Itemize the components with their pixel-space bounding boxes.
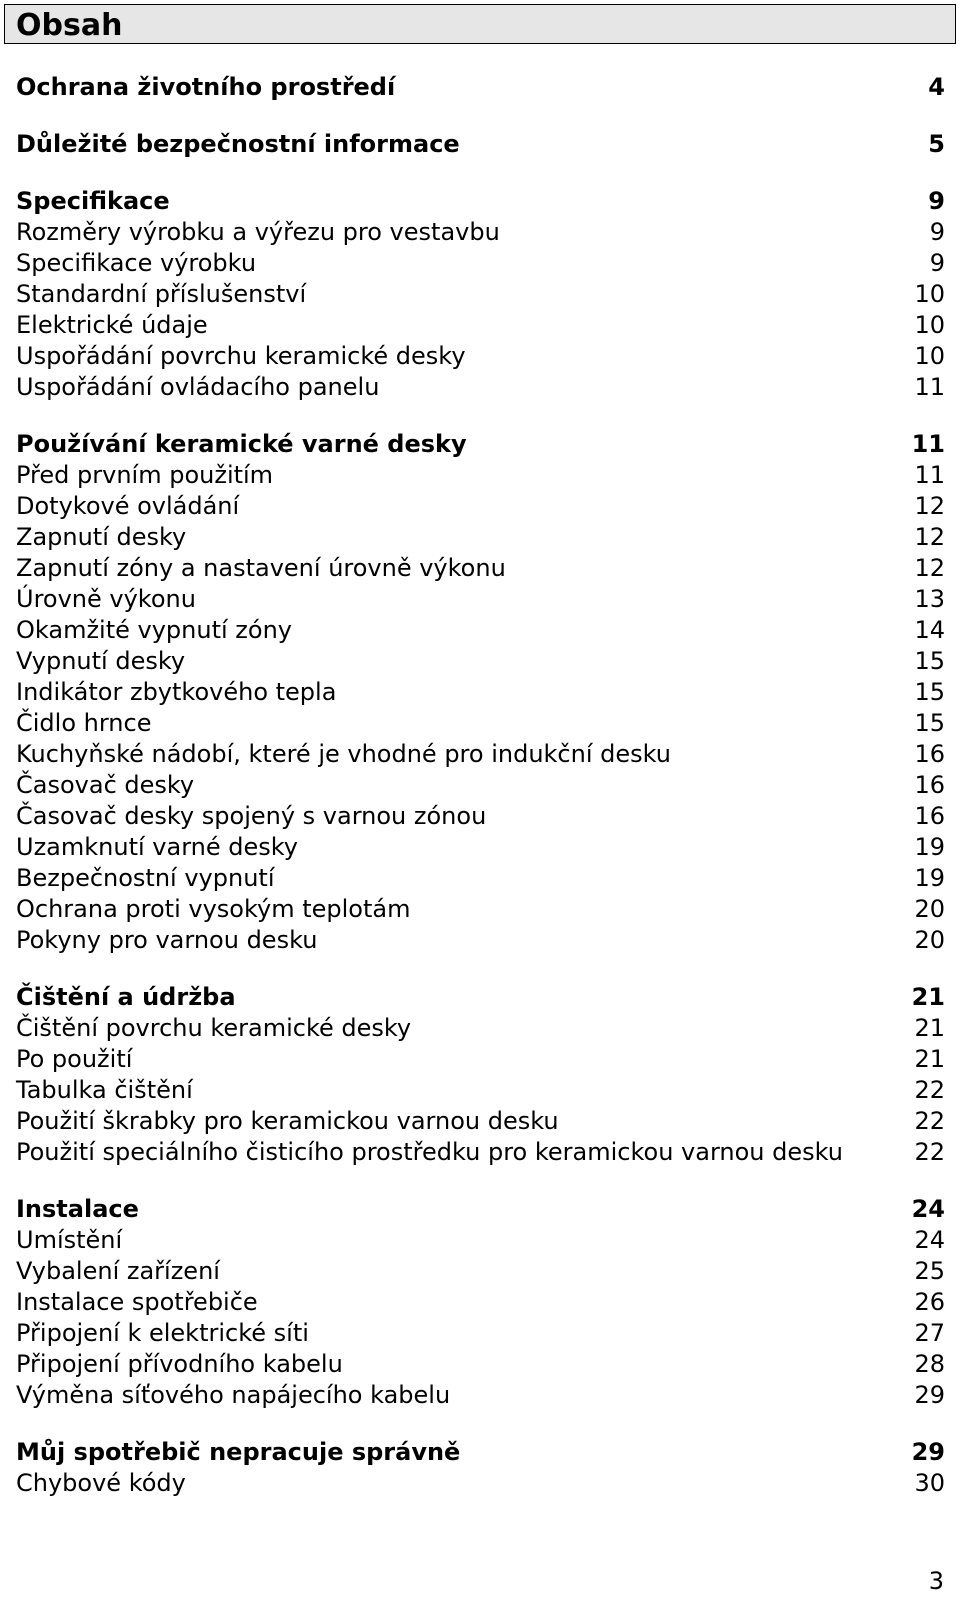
toc-entry[interactable] (16, 248, 945, 279)
toc-entry-page: 14 (914, 616, 945, 644)
toc-entry-title: Výměna síťového napájecího kabelu (16, 1381, 451, 1409)
toc-entry-page: 16 (914, 802, 945, 830)
toc-entry[interactable] (16, 863, 945, 894)
toc-entry-title: Uspořádání povrchu keramické desky (16, 342, 466, 370)
toc-entry-title: Rozměry výrobku a výřezu pro vestavbu (16, 218, 500, 246)
toc-entry[interactable] (16, 1225, 945, 1256)
toc-entry[interactable] (16, 1318, 945, 1349)
page-title: Obsah (16, 8, 123, 43)
toc-heading-title: Můj spotřebič nepracuje správně (16, 1438, 461, 1466)
toc-entry-title: Specifikace výrobku (16, 249, 257, 277)
toc-heading[interactable] (16, 1437, 945, 1468)
toc-entry-title: Čidlo hrnce (16, 709, 152, 737)
toc-entry-page: 30 (914, 1469, 945, 1497)
toc-entry[interactable] (16, 770, 945, 801)
toc-entry-title: Čištění povrchu keramické desky (16, 1014, 412, 1042)
toc-entry-title: Tabulka čištění (16, 1076, 193, 1104)
toc-entry-title: Vypnutí desky (16, 647, 186, 675)
toc-heading-title: Používání keramické varné desky (16, 430, 467, 458)
toc-entry-title: Instalace spotřebiče (16, 1288, 258, 1316)
toc-entry[interactable] (16, 279, 945, 310)
toc-entry-page: 26 (914, 1288, 945, 1316)
toc-entry-page: 16 (914, 740, 945, 768)
toc-entry[interactable] (16, 310, 945, 341)
toc-entry[interactable] (16, 553, 945, 584)
toc-section (16, 982, 945, 1168)
toc-entry-page: 27 (914, 1319, 945, 1347)
toc-entry-title: Umístění (16, 1226, 123, 1254)
page-number: 3 (928, 1567, 944, 1595)
toc-entry-title: Po použití (16, 1045, 133, 1073)
toc-entry[interactable] (16, 708, 945, 739)
toc-heading[interactable] (16, 429, 945, 460)
toc-heading-page: 9 (928, 187, 945, 215)
toc-heading-page: 21 (911, 983, 945, 1011)
toc-entry[interactable] (16, 1380, 945, 1411)
toc-entry-page: 24 (914, 1226, 945, 1254)
toc-entry[interactable] (16, 1013, 945, 1044)
toc-entry[interactable] (16, 522, 945, 553)
toc-entry[interactable] (16, 217, 945, 248)
toc-entry-page: 22 (914, 1107, 945, 1135)
toc-section (16, 72, 945, 103)
toc-heading-page: 29 (911, 1438, 945, 1466)
toc-entry-title: Bezpečnostní vypnutí (16, 864, 275, 892)
toc-entry[interactable] (16, 1075, 945, 1106)
toc-entry-title: Uspořádání ovládacího panelu (16, 373, 380, 401)
toc-entry[interactable] (16, 1106, 945, 1137)
toc-entry-page: 20 (914, 895, 945, 923)
toc-heading-title: Ochrana životního prostředí (16, 73, 396, 101)
toc-heading-page: 5 (928, 130, 945, 158)
toc-section (16, 186, 945, 403)
toc-entry-page: 20 (914, 926, 945, 954)
toc-heading-page: 4 (928, 73, 945, 101)
toc-entry-title: Zapnutí desky (16, 523, 187, 551)
toc-entry[interactable] (16, 832, 945, 863)
toc-entry-page: 28 (914, 1350, 945, 1378)
toc-entry-page: 12 (914, 492, 945, 520)
toc-entry-title: Úrovně výkonu (16, 585, 196, 613)
table-of-contents (16, 72, 945, 1525)
toc-entry-page: 10 (914, 280, 945, 308)
toc-entry-page: 13 (914, 585, 945, 613)
toc-entry-page: 25 (914, 1257, 945, 1285)
toc-entry[interactable] (16, 615, 945, 646)
toc-entry-page: 29 (914, 1381, 945, 1409)
toc-entry-title: Ochrana proti vysokým teplotám (16, 895, 411, 923)
toc-entry[interactable] (16, 1349, 945, 1380)
toc-heading-page: 11 (911, 430, 945, 458)
toc-entry-title: Použití škrabky pro keramickou varnou desku (16, 1107, 559, 1135)
toc-entry-page: 15 (914, 647, 945, 675)
toc-entry[interactable] (16, 1256, 945, 1287)
toc-entry-title: Kuchyňské nádobí, které je vhodné pro indukční desku (16, 740, 672, 768)
toc-entry-title: Před prvním použitím (16, 461, 274, 489)
toc-entry-title: Připojení přívodního kabelu (16, 1350, 343, 1378)
toc-heading[interactable] (16, 186, 945, 217)
toc-entry-page: 21 (914, 1014, 945, 1042)
toc-entry-page: 12 (914, 554, 945, 582)
toc-entry-title: Časovač desky (16, 771, 195, 799)
toc-entry-page: 21 (914, 1045, 945, 1073)
toc-entry-page: 16 (914, 771, 945, 799)
toc-entry-title: Chybové kódy (16, 1469, 186, 1497)
toc-entry-title: Zapnutí zóny a nastavení úrovně výkonu (16, 554, 506, 582)
toc-section (16, 129, 945, 160)
toc-entry-title: Pokyny pro varnou desku (16, 926, 318, 954)
toc-entry[interactable] (16, 1468, 945, 1499)
toc-entry-title: Připojení k elektrické síti (16, 1319, 309, 1347)
toc-heading[interactable] (16, 129, 945, 160)
toc-entry[interactable] (16, 341, 945, 372)
toc-heading-title: Čištění a údržba (16, 983, 236, 1011)
toc-entry-title: Uzamknutí varné desky (16, 833, 298, 861)
toc-entry[interactable] (16, 646, 945, 677)
toc-entry-page: 10 (914, 342, 945, 370)
toc-heading-title: Instalace (16, 1195, 139, 1223)
toc-section (16, 1194, 945, 1411)
toc-entry[interactable] (16, 801, 945, 832)
toc-entry-title: Dotykové ovládání (16, 492, 240, 520)
toc-entry-title: Vybalení zařízení (16, 1257, 220, 1285)
toc-section (16, 1437, 945, 1499)
toc-entry-title: Časovač desky spojený s varnou zónou (16, 802, 487, 830)
toc-entry-page: 9 (929, 249, 945, 277)
toc-entry[interactable] (16, 739, 945, 770)
toc-entry-page: 15 (914, 678, 945, 706)
toc-entry-page: 15 (914, 709, 945, 737)
toc-entry[interactable] (16, 1287, 945, 1318)
toc-entry[interactable] (16, 925, 945, 956)
toc-entry-page: 11 (914, 461, 945, 489)
toc-entry-page: 10 (914, 311, 945, 339)
toc-heading[interactable] (16, 982, 945, 1013)
toc-entry-page: 22 (914, 1138, 945, 1166)
toc-heading[interactable] (16, 72, 945, 103)
toc-entry[interactable] (16, 1044, 945, 1075)
toc-entry-page: 12 (914, 523, 945, 551)
toc-heading-title: Specifikace (16, 187, 170, 215)
toc-entry[interactable] (16, 677, 945, 708)
toc-heading-page: 24 (911, 1195, 945, 1223)
toc-entry-title: Použití speciálního čisticího prostředku pro keramickou varnou desku (16, 1138, 844, 1166)
toc-entry-title: Standardní příslušenství (16, 280, 307, 308)
toc-heading[interactable] (16, 1194, 945, 1225)
toc-entry-title: Indikátor zbytkového tepla (16, 678, 337, 706)
toc-entry[interactable] (16, 491, 945, 522)
toc-entry-page: 9 (929, 218, 945, 246)
toc-entry[interactable] (16, 460, 945, 491)
toc-heading-title: Důležité bezpečnostní informace (16, 130, 460, 158)
toc-entry-page: 22 (914, 1076, 945, 1104)
toc-entry-title: Okamžité vypnutí zóny (16, 616, 292, 644)
toc-entry-page: 19 (914, 864, 945, 892)
toc-section (16, 429, 945, 956)
toc-entry[interactable] (16, 372, 945, 403)
toc-entry-page: 11 (914, 373, 945, 401)
toc-entry[interactable] (16, 894, 945, 925)
toc-entry[interactable] (16, 584, 945, 615)
toc-entry[interactable] (16, 1137, 945, 1168)
toc-entry-page: 19 (914, 833, 945, 861)
toc-entry-title: Elektrické údaje (16, 311, 208, 339)
toc-title-box (4, 4, 956, 44)
